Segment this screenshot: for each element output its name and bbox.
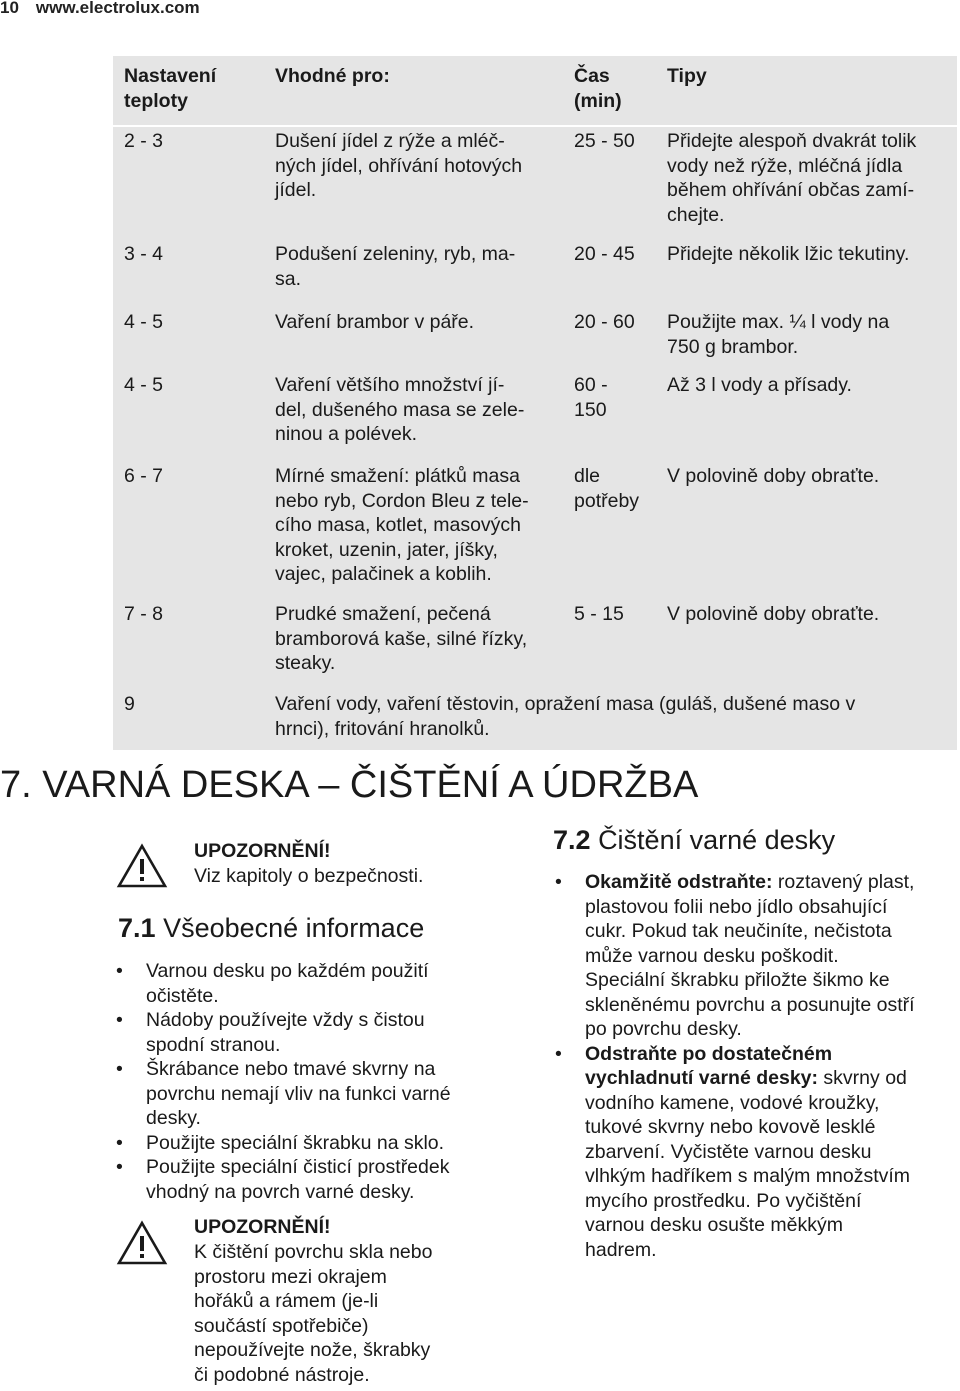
row-5-temp: 6 - 7 — [124, 465, 164, 487]
warning-triangle-icon — [116, 1220, 168, 1266]
list-item: • Varnou desku po každém použití očistěte. — [114, 959, 451, 1008]
col-header-use: Vhodné pro: — [275, 65, 390, 87]
row-3-time: 20 - 60 — [574, 311, 635, 333]
col-header-temperature: Nastavení teploty — [124, 65, 217, 112]
row-2-tip: Přidejte několik lžic tekutiny. — [667, 243, 910, 265]
row-5-time: dle potřeby — [574, 465, 640, 512]
row-3-use: Vaření brambor v páře. — [275, 311, 475, 333]
row-2-use: Podušení zeleniny, ryb, ma- sa. — [275, 243, 516, 290]
subsection-title: 7.2 Čištění varné desky — [553, 825, 836, 855]
list-item: • Použijte speciální škrabku na sklo. — [114, 1131, 451, 1156]
list-item: • Škrábance nebo tmavé skvrny na povrchu nemají vliv na funkci varné desky. — [114, 1057, 451, 1131]
row-3-temp: 4 - 5 — [124, 311, 164, 333]
list-item: • Nádoby používejte vždy s čistou spodní stranou. — [114, 1008, 451, 1057]
row-7-use: Vaření vody, vaření těstovin, opražení masa (guláš, dušené maso v hrnci), fritování hranolků. — [275, 693, 856, 740]
list-item: • Použijte speciální čisticí prostředek vhodný na povrch varné desky. — [114, 1155, 451, 1204]
warning-text: Viz kapitoly o bezpečnosti. — [194, 865, 424, 887]
list-item: • Odstraňte po dostatečném vychladnutí varné desky: skvrny od vodního kamene, vodové kroužky, tukové skvrny nebo kovově lesklé zbarvení. Vyčistěte varnou desku vlhkým hadříkem s malým množstvím mycího prostředku. Po vyčištění varnou desku osušte měkkým hadrem. — [555, 1042, 915, 1263]
col-header-time: Čas (min) — [574, 65, 622, 112]
general-info-list — [114, 959, 451, 1204]
warning-text: K čištění povrchu skla nebo prostoru mezi okrajem hořáků a rámem (je-li součástí spotřebiče) nepoužívejte nože, škrabky či podobné nástroje. — [194, 1241, 433, 1386]
row-4-tip: Až 3 l vody a přísady. — [667, 374, 852, 396]
row-6-tip: V polovině doby obraťte. — [667, 603, 880, 625]
warning-triangle-icon — [116, 843, 168, 889]
row-1-temp: 2 - 3 — [124, 130, 164, 152]
page-header — [0, 0, 200, 18]
row-6-use: Prudké smažení, pečená bramborová kaše, silné řízky, steaky. — [275, 603, 528, 674]
row-3-tip: Použijte max. ¼ l vody na 750 g brambor. — [667, 311, 890, 358]
warning-title: UPOZORNĚNÍ! — [194, 1216, 331, 1238]
row-4-time: 60 - 150 — [574, 374, 608, 421]
row-5-tip: V polovině doby obraťte. — [667, 465, 880, 487]
section-title: 7. VARNÁ DESKA – ČIŠTĚNÍ A ÚDRŽBA — [0, 764, 699, 806]
row-2-time: 20 - 45 — [574, 243, 635, 265]
row-7-temp: 9 — [124, 693, 135, 715]
row-2-temp: 3 - 4 — [124, 243, 164, 265]
row-6-temp: 7 - 8 — [124, 603, 164, 625]
row-4-temp: 4 - 5 — [124, 374, 164, 396]
row-6-time: 5 - 15 — [574, 603, 624, 625]
row-5-use: Mírné smažení: plátků masa nebo ryb, Cordon Bleu z tele- cího masa, kotlet, masových kroket, uzenin, jater, jíšky, vajec, palačinek a koblih. — [275, 465, 529, 585]
row-4-use: Vaření většího množství jí- del, dušeného masa se zele- ninou a polévek. — [275, 374, 525, 445]
col-header-tips: Tipy — [667, 65, 707, 87]
cleaning-list — [555, 870, 915, 1262]
row-1-tip: Přidejte alespoň dvakrát tolik vody než rýže, mléčná jídla během ohřívání občas zamí- chejte. — [667, 130, 917, 226]
site-url: www.electrolux.com — [35, 0, 200, 17]
row-1-use: Dušení jídel z rýže a mléč- ných jídel, ohřívání hotových jídel. — [275, 130, 523, 201]
table-header-divider — [113, 125, 957, 127]
list-item: • Okamžitě odstraňte: roztavený plast, plastovou folii nebo jídlo obsahující cukr. Pokud tak neučiníte, nečistota může varnou desku poškodit. Speciální škrabku přiložte šikmo ke skleněnému povrchu a posunujte ostří po povrchu desky. — [555, 870, 915, 1042]
subsection-title: 7.1 Všeobecné informace — [118, 913, 425, 943]
warning-title: UPOZORNĚNÍ! — [194, 840, 331, 862]
page-number: 10 — [0, 0, 19, 17]
row-1-time: 25 - 50 — [574, 130, 635, 152]
